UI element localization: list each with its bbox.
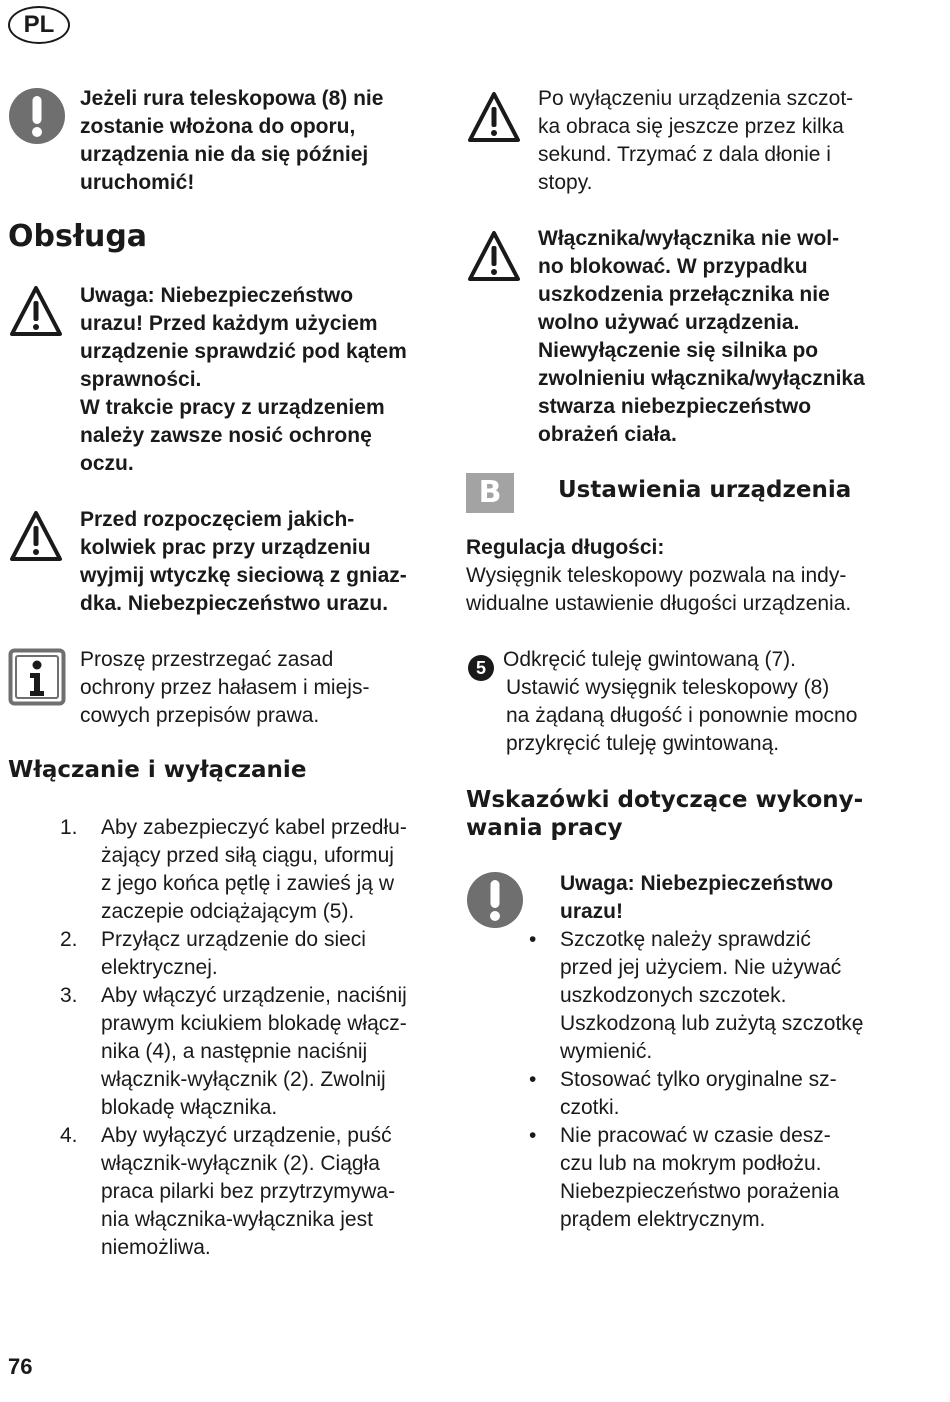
section-letter-badge: B — [466, 473, 514, 513]
exclamation-circle-icon — [466, 871, 524, 929]
mandatory-note: Jeżeli rura teleskopowa (8) nie zostanie włożona do oporu, urządzenia nie da się później uruchomić! — [80, 87, 384, 194]
page-number: 76 — [8, 1354, 33, 1379]
warning-triangle-icon — [8, 509, 64, 563]
tips-bullet-list — [529, 926, 929, 1234]
warning-triangle-icon — [466, 229, 522, 283]
info-noise-note: Proszę przestrzegać zasad ochrony przez hałasem i miejs- cowych przepisów prawa. — [80, 648, 370, 727]
list-item: • Szczotkę należy sprawdzić przed jej użyciem. Nie używać uszkodzonych szczotek. Uszkodzoną lub zużytą szczotkę wymienić. — [529, 928, 864, 1063]
list-item: 2. Przyłącz urządzenie do sieci elektrycznej. — [60, 928, 366, 979]
warning-triangle-icon — [466, 90, 522, 144]
info-icon — [8, 648, 66, 706]
language-badge: PL — [8, 6, 70, 44]
list-item: 3. Aby włączyć urządzenie, naciśnij prawym kciukiem blokadę włącz- nika (4), a następnie naciśnij włącznik-wyłącznik (2). Zwolnij blokadę włącznika. — [60, 984, 407, 1119]
step-length-setting: Odkręcić tuleję gwintowaną (7). Ustawić wysięgnik teleskopowy (8) na żądaną długość i ponownie mocno przykręcić tuleję gwintowaną. — [503, 648, 858, 755]
figure-number-badge: 5 — [468, 655, 494, 681]
list-item: • Stosować tylko oryginalne sz- czotki. — [529, 1068, 837, 1119]
exclamation-circle-icon — [8, 87, 66, 145]
caution-title: Uwaga: Niebezpieczeństwo urazu! — [560, 872, 834, 923]
heading-work-tips: Wskazówki dotyczące wykony- wania pracy — [466, 787, 864, 841]
warning-triangle-icon — [8, 284, 64, 338]
list-item: • Nie pracować w czasie desz- czu lub na mokrym podłożu. Niebezpieczeństwo porażenia prądem elektrycznym. — [529, 1124, 839, 1231]
list-item: 4. Aby wyłączyć urządzenie, puść włącznik-wyłącznik (2). Ciągła praca pilarki bez przytrzymywa- nia włącznika-wyłącznika jest niemożliwa. — [60, 1124, 396, 1259]
length-title: Regulacja długości: — [466, 536, 665, 559]
length-adjustment: Regulacja długości: Wysięgnik teleskopowy pozwala na indy- widualne ustawienie długości urządzenia. — [466, 536, 852, 615]
warning-switch-lock: Włącznika/wyłącznika nie wol- no blokować. W przypadku uszkodzenia przełącznika nie wolno używać urządzenia. Niewyłączenie się silnika po zwolnieniu włącznika/wyłącznika stwarza niebezpieczeństwo obrażeń ciała. — [538, 227, 865, 446]
heading-operation: Obsługa — [8, 219, 148, 254]
heading-device-settings: Ustawienia urządzenia — [558, 477, 852, 503]
warning-unplug: Przed rozpoczęciem jakich- kolwiek prac przy urządzeniu wyjmij wtyczkę sieciową z gniaz- dka. Niebezpieczeństwo urazu. — [80, 508, 407, 615]
list-item: 1. Aby zabezpieczyć kabel przedłu- żający przed siłą ciągu, uformuj z jego końca pętlę i zawieś ją w zaczepie odciążającym (5). — [60, 816, 407, 923]
warning-brush-rotation: Po wyłączeniu urządzenia szczot- ka obraca się jeszcze przez kilka sekund. Trzymać z dala dłonie i stopy. — [538, 87, 854, 194]
steps-list — [60, 814, 460, 1262]
warning-inspect-device: Uwaga: Niebezpieczeństwo urazu! Przed każdym użyciem urządzenie sprawdzić pod kątem sprawności. W trakcie pracy z urządzeniem należy zawsze nosić ochronę oczu. — [80, 284, 407, 475]
heading-switch-on-off: Włączanie i wyłączanie — [8, 757, 307, 783]
